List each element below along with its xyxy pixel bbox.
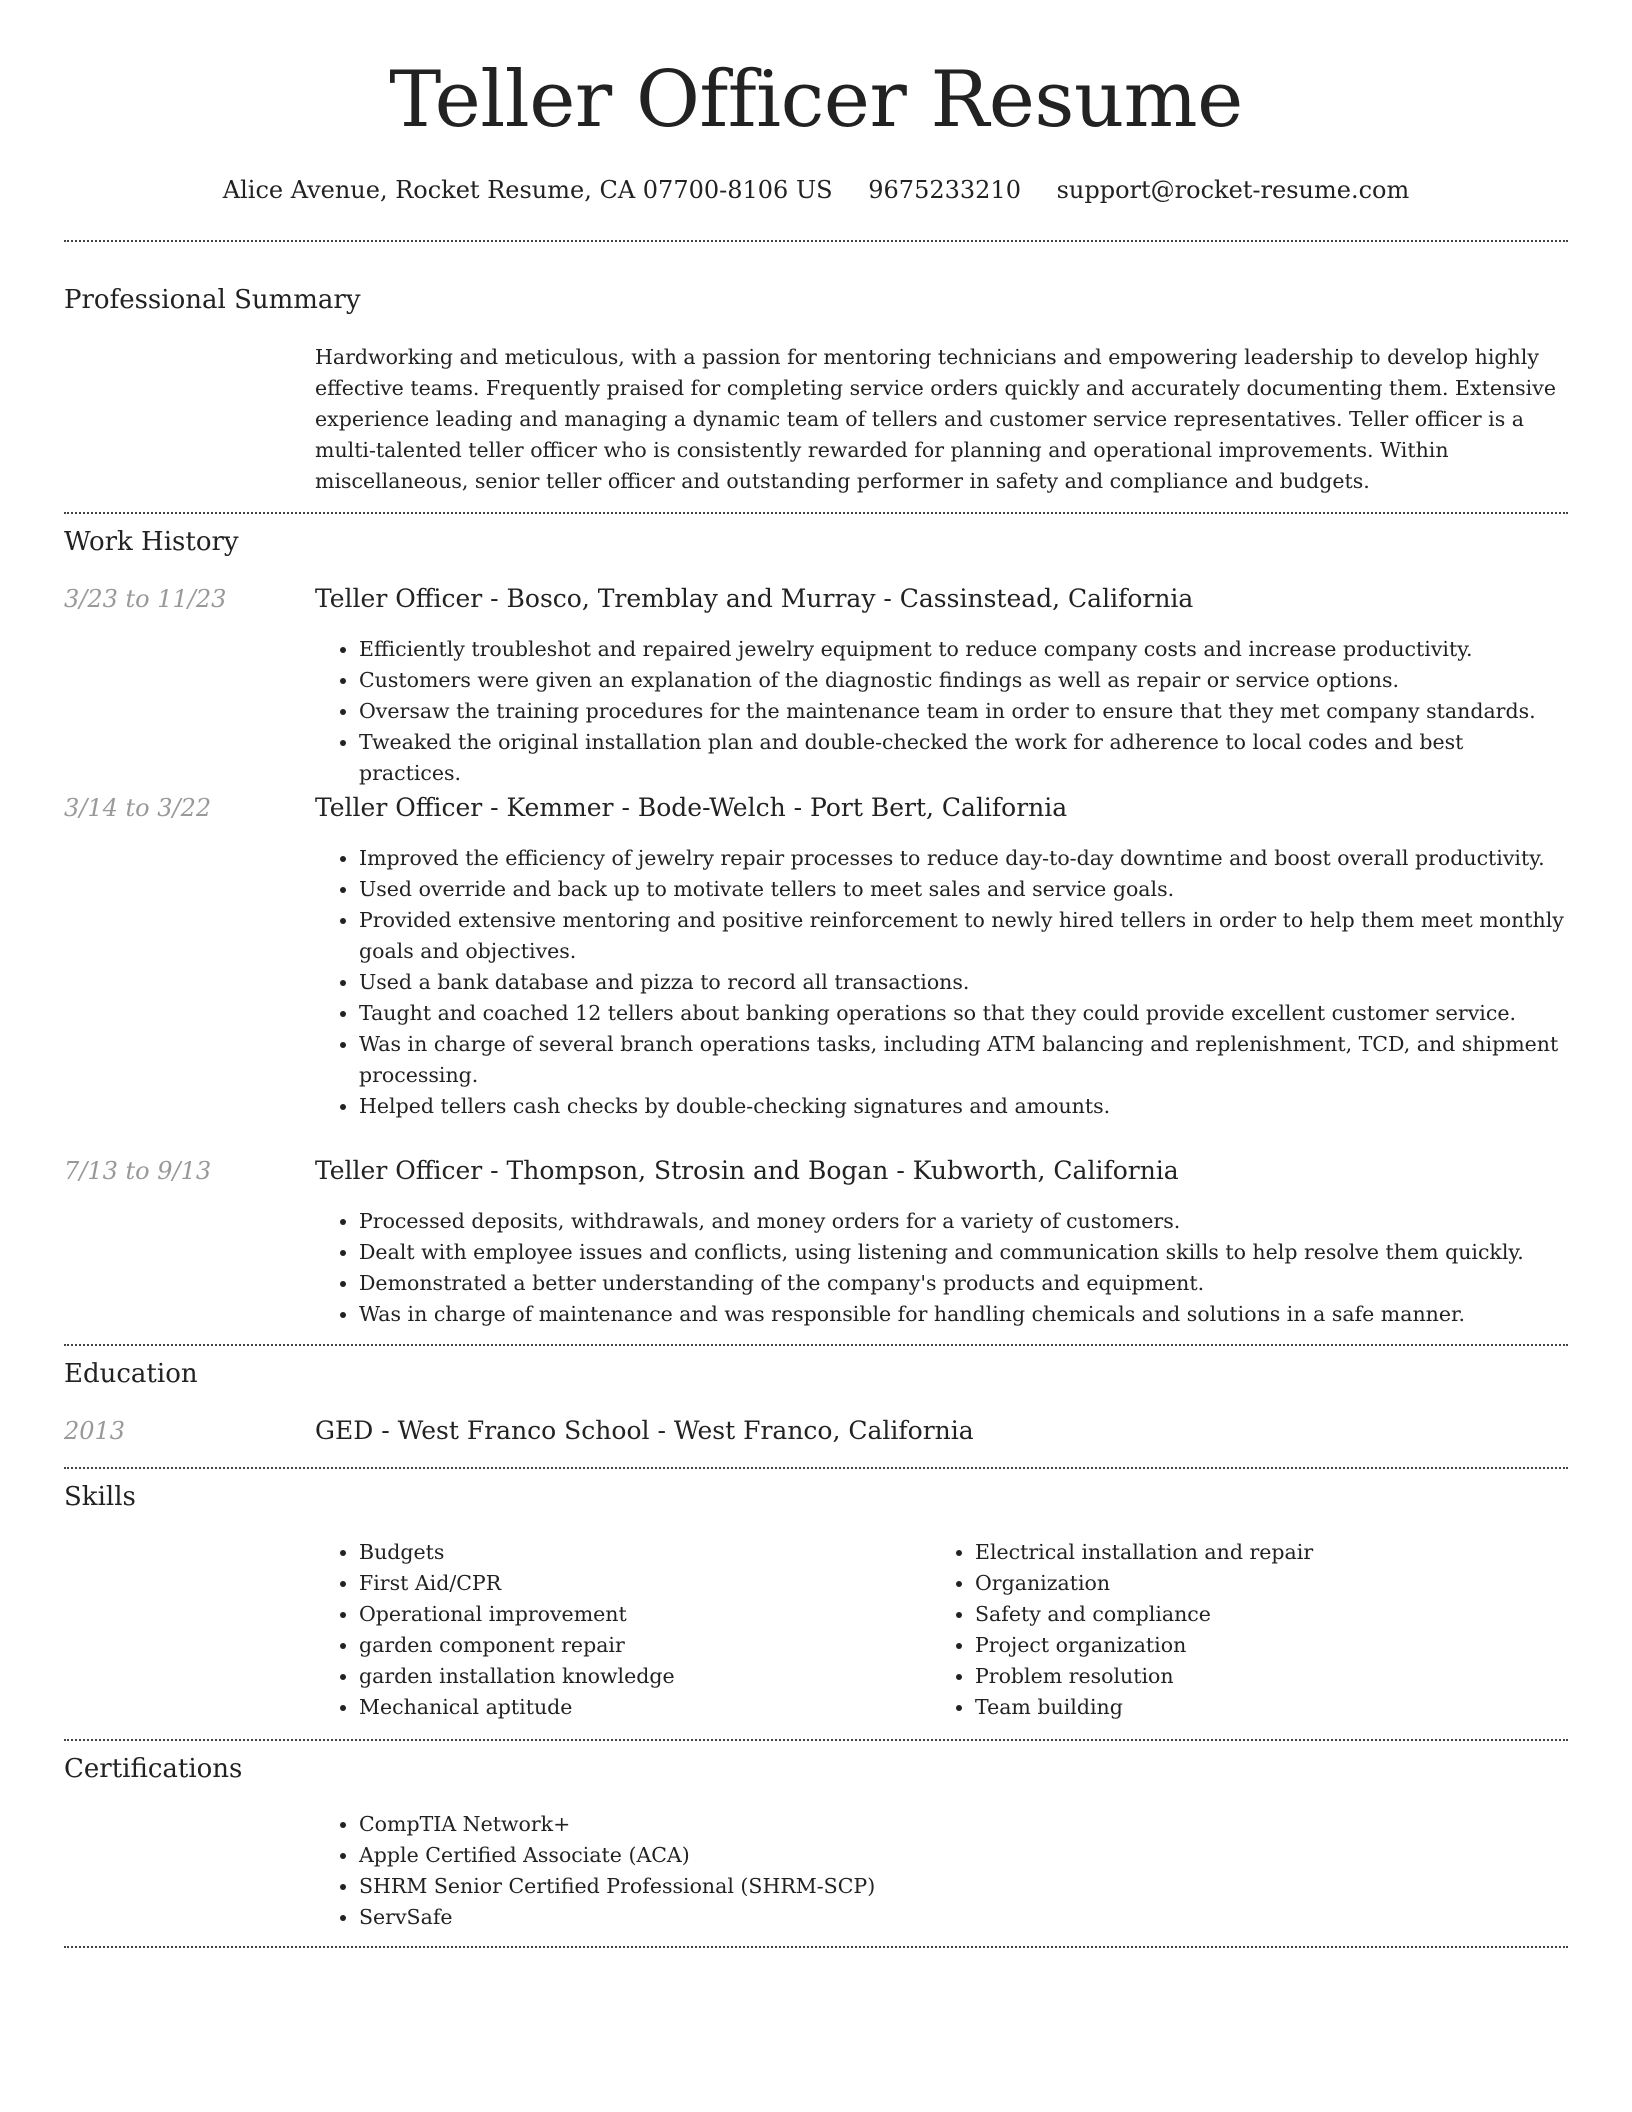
contact-phone: 9675233210	[868, 176, 1021, 204]
list-item: • Taught and coached 12 tellers about banking operations so that they could provide excellent customer service.	[359, 998, 1565, 1029]
contact-email: support@rocket-resume.com	[1056, 176, 1410, 204]
list-item: • Efficiently troubleshot and repaired jewelry equipment to reduce company costs and increase productivity.	[359, 634, 1565, 665]
list-item: • Project organization	[975, 1630, 1575, 1661]
divider	[64, 512, 1568, 514]
job-bullets	[315, 1206, 1565, 1330]
list-item: • Demonstrated a better understanding of the company's products and equipment.	[359, 1268, 1565, 1299]
list-item: • First Aid/CPR	[359, 1568, 959, 1599]
list-item: • Operational improvement	[359, 1599, 959, 1630]
job-dates: 7/13 to 9/13	[64, 1157, 212, 1185]
list-item: • Customers were given an explanation of the diagnostic findings as well as repair or service options.	[359, 665, 1565, 696]
list-item: • Team building	[975, 1692, 1575, 1723]
list-item: • garden component repair	[359, 1630, 959, 1661]
list-item: • Provided extensive mentoring and positive reinforcement to newly hired tellers in order to help them meet monthly goals and objectives.	[359, 905, 1565, 967]
job-title: Teller Officer - Bosco, Tremblay and Murray - Cassinstead, California	[315, 584, 1194, 613]
section-title-skills: Skills	[64, 1482, 136, 1512]
list-item: • Safety and compliance	[975, 1599, 1575, 1630]
section-title-education: Education	[64, 1359, 198, 1389]
list-item: • Used override and back up to motivate tellers to meet sales and service goals.	[359, 874, 1565, 905]
section-title-certifications: Certifications	[64, 1754, 243, 1784]
divider	[64, 240, 1568, 242]
education-title: GED - West Franco School - West Franco, California	[315, 1416, 974, 1445]
list-item: • Was in charge of several branch operations tasks, including ATM balancing and replenishment, TCD, and shipment processing.	[359, 1029, 1565, 1091]
skills-list-left	[315, 1537, 959, 1723]
contact-address: Alice Avenue, Rocket Resume, CA 07700-8106 US	[222, 176, 833, 204]
job-dates: 3/14 to 3/22	[64, 794, 212, 822]
skills-list-right	[931, 1537, 1575, 1723]
list-item: • SHRM Senior Certified Professional (SHRM-SCP)	[359, 1871, 1559, 1902]
list-item: • garden installation knowledge	[359, 1661, 959, 1692]
list-item: • Was in charge of maintenance and was responsible for handling chemicals and solutions in a safe manner.	[359, 1299, 1565, 1330]
list-item: • Helped tellers cash checks by double-checking signatures and amounts.	[359, 1091, 1565, 1122]
job-dates: 3/23 to 11/23	[64, 585, 227, 613]
list-item: • Problem resolution	[975, 1661, 1575, 1692]
section-title-work-history: Work History	[64, 527, 239, 557]
list-item: • Electrical installation and repair	[975, 1537, 1575, 1568]
certifications-list	[315, 1809, 1559, 1933]
divider	[64, 1344, 1568, 1346]
divider	[64, 1467, 1568, 1469]
list-item: • ServSafe	[359, 1902, 1559, 1933]
section-title-summary: Professional Summary	[64, 285, 361, 315]
resume-title: Teller Officer Resume	[389, 55, 1243, 145]
list-item: • Used a bank database and pizza to record all transactions.	[359, 967, 1565, 998]
job-title: Teller Officer - Kemmer - Bode-Welch - Port Bert, California	[315, 793, 1068, 822]
list-item: • Dealt with employee issues and conflicts, using listening and communication skills to help resolve them quickly.	[359, 1237, 1565, 1268]
education-dates: 2013	[64, 1417, 126, 1445]
summary-text: Hardworking and meticulous, with a passion for mentoring technicians and empowering leadership to develop highly effective teams. Frequently praised for completing service orders quickly and accurately documenting them. Extensive experience leading and managing a dynamic team of tellers and customer service representatives. Teller officer is a multi-talented teller officer who is consistently rewarded for planning and operational improvements. Within miscellaneous, senior teller officer and outstanding performer in safety and compliance and budgets.	[315, 345, 1556, 493]
list-item: • Organization	[975, 1568, 1575, 1599]
list-item: • CompTIA Network+	[359, 1809, 1559, 1840]
list-item: • Mechanical aptitude	[359, 1692, 959, 1723]
job-title: Teller Officer - Thompson, Strosin and Bogan - Kubworth, California	[315, 1156, 1179, 1185]
list-item: • Tweaked the original installation plan and double-checked the work for adherence to local codes and best practices.	[359, 727, 1565, 789]
divider	[64, 1946, 1568, 1948]
list-item: • Processed deposits, withdrawals, and money orders for a variety of customers.	[359, 1206, 1565, 1237]
list-item: • Apple Certified Associate (ACA)	[359, 1840, 1559, 1871]
list-item: • Budgets	[359, 1537, 959, 1568]
contact-line	[0, 170, 1632, 210]
job-bullets	[315, 843, 1565, 1122]
job-bullets	[315, 634, 1565, 789]
list-item: • Oversaw the training procedures for the maintenance team in order to ensure that they met company standards.	[359, 696, 1565, 727]
divider	[64, 1739, 1568, 1741]
list-item: • Improved the efficiency of jewelry repair processes to reduce day-to-day downtime and boost overall productivity.	[359, 843, 1565, 874]
